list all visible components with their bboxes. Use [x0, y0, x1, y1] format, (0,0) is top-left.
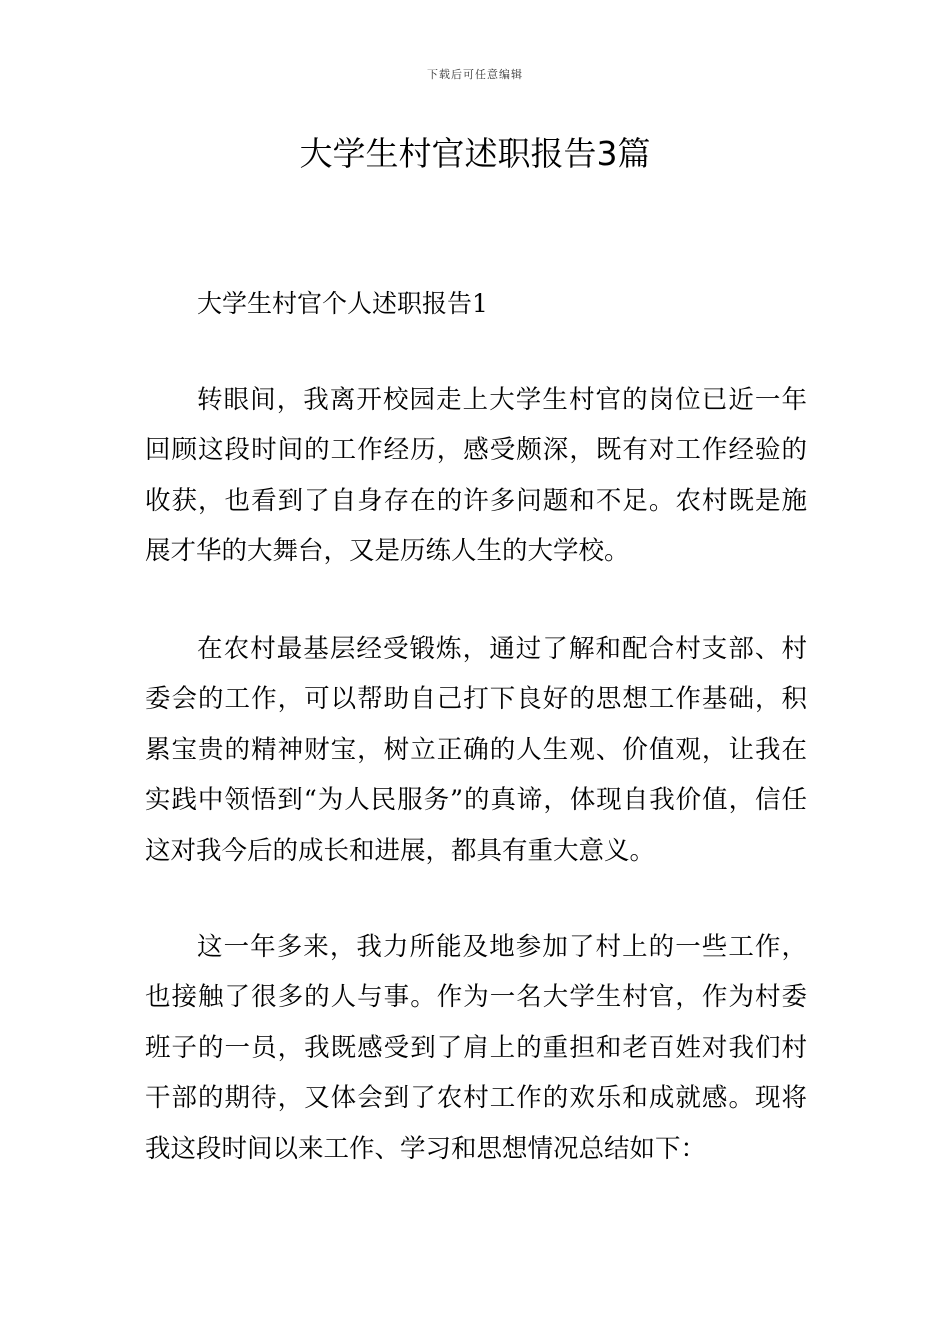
document-title: 大学生村官述职报告3篇 [299, 134, 651, 173]
header-note: 下载后可任意编辑 [427, 68, 523, 81]
section-heading: 大学生村官个人述职报告1 [197, 289, 488, 318]
paragraph-1: 转眼间，我离开校园走上大学生村官的岗位已近一年回顾这段时间的工作经历，感受颇深，既有对工作经验的收获，也看到了自身存在的许多问题和不足。农村既是施展才华的大舞台，又是历练人生的大学校。 [145, 385, 807, 567]
paragraph-3: 这一年多来，我力所能及地参加了村上的一些工作，也接触了很多的人与事。作为一名大学生村官，作为村委班子的一员，我既感受到了肩上的重担和老百姓对我们村干部的期待，又体会到了农村工作的欢乐和成就感。现将我这段时间以来工作、学习和思想情况总结如下： [145, 932, 807, 1164]
paragraph-2: 在农村最基层经受锻炼，通过了解和配合村支部、村委会的工作，可以帮助自己打下良好的思想工作基础，积累宝贵的精神财宝，树立正确的人生观、价值观，让我在实践中领悟到“为人民服务”的真谛，体现自我价值，信任这对我今后的成长和进展，都具有重大意义。 [145, 634, 807, 866]
